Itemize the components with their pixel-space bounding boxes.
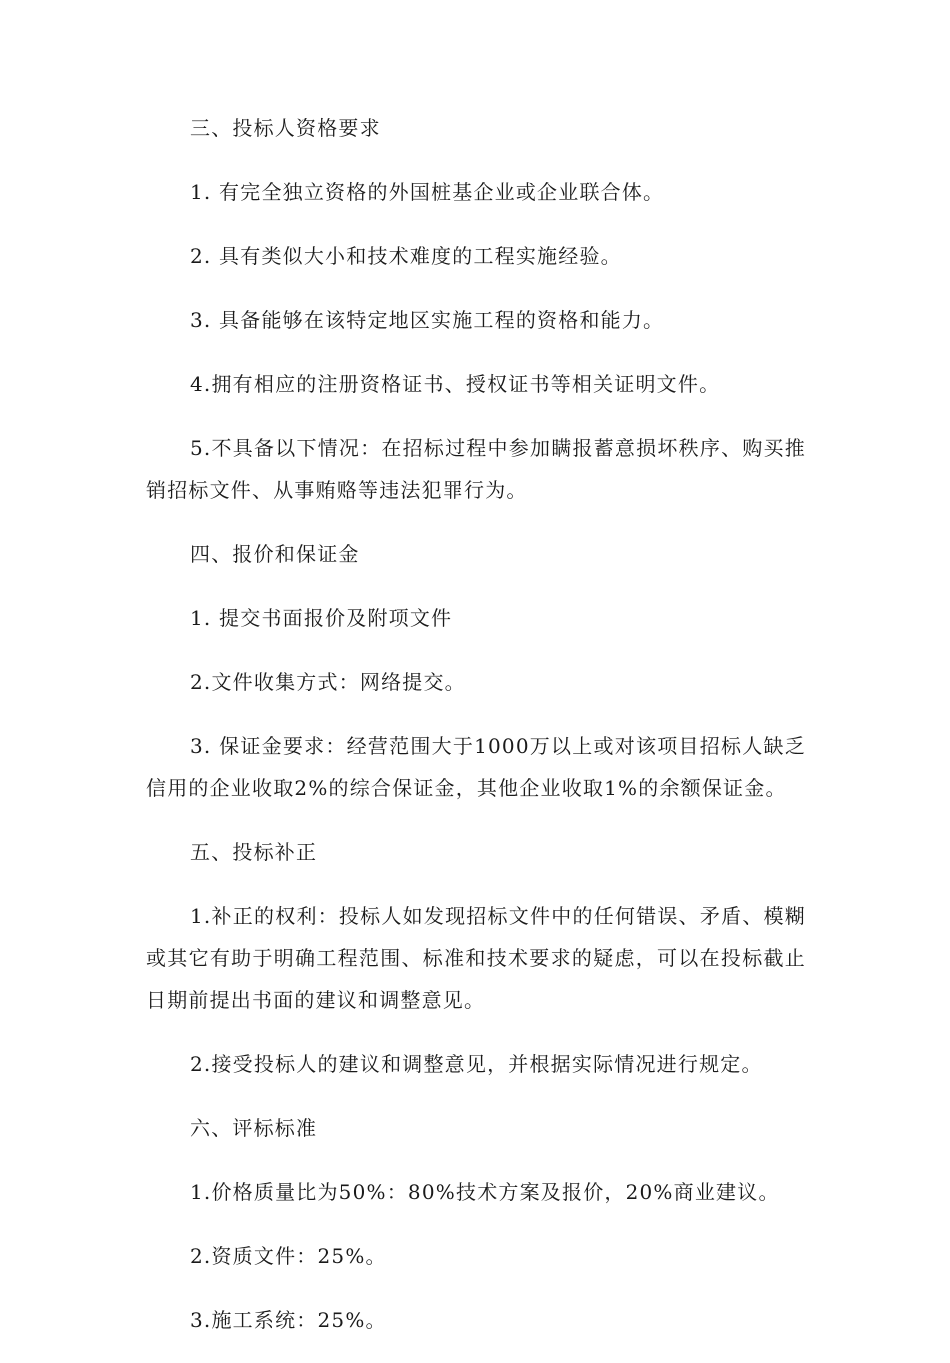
- list-item: 1.价格质量比为50%：80%技术方案及报价，20%商业建议。: [190, 1180, 780, 1204]
- document-body: [146, 107, 806, 1363]
- list-item: 5.不具备以下情况：在招标过程中参加瞒报蓄意损坏秩序、购买推销招标文件、从事贿赂等违法犯罪行为。: [146, 436, 806, 502]
- section-quotation-and-deposit: [146, 533, 806, 809]
- section-bid-correction: [146, 831, 806, 1085]
- list-item: 2. 具有类似大小和技术难度的工程实施经验。: [190, 244, 622, 268]
- list-item: 1. 有完全独立资格的外国桩基企业或企业联合体。: [190, 180, 665, 204]
- list-item: 1.补正的权利：投标人如发现招标文件中的任何错误、矛盾、模糊或其它有助于明确工程范围、标准和技术要求的疑虑，可以在投标截止日期前提出书面的建议和调整意见。: [146, 904, 806, 1012]
- list-item: 3. 保证金要求：经营范围大于1000万以上或对该项目招标人缺乏信用的企业收取2%的综合保证金，其他企业收取1%的余额保证金。: [146, 734, 806, 800]
- section-heading: 三、投标人资格要求: [190, 116, 381, 140]
- list-item: 1. 提交书面报价及附项文件: [190, 606, 453, 630]
- list-item: 2.文件收集方式：网络提交。: [190, 670, 466, 694]
- list-item: 3.施工系统：25%。: [190, 1308, 387, 1332]
- list-item: 2.接受投标人的建议和调整意见，并根据实际情况进行规定。: [190, 1052, 763, 1076]
- section-qualification-requirements: [146, 107, 806, 511]
- section-heading: 四、报价和保证金: [190, 542, 360, 566]
- section-heading: 五、投标补正: [190, 840, 318, 864]
- list-item: 4.拥有相应的注册资格证书、授权证书等相关证明文件。: [190, 372, 721, 396]
- list-item: 2.资质文件：25%。: [190, 1244, 387, 1268]
- section-evaluation-criteria: [146, 1107, 806, 1341]
- section-heading: 六、评标标准: [190, 1116, 318, 1140]
- list-item: 3. 具备能够在该特定地区实施工程的资格和能力。: [190, 308, 665, 332]
